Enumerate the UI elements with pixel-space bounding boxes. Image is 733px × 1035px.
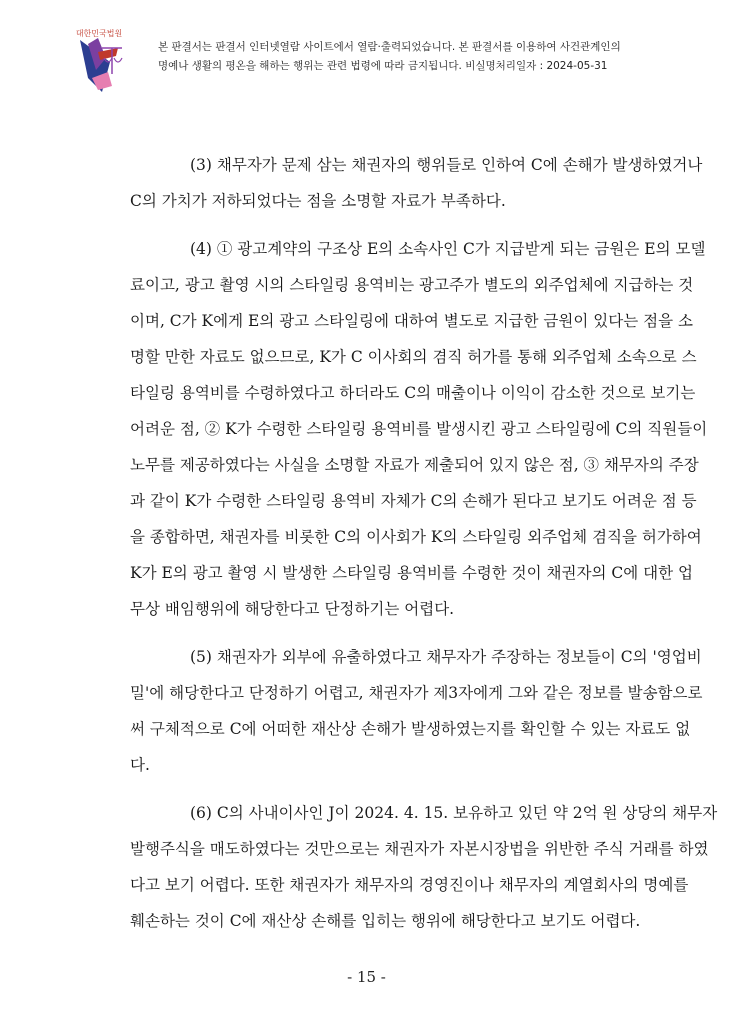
text-line: 이며, C가 K에게 E의 광고 스타일링에 대하여 별도로 지급한 금원이 있다는 점을 소: [130, 312, 693, 330]
paragraph-5: [70, 639, 703, 783]
paragraph-4: [70, 231, 708, 627]
text-line: 다.: [130, 756, 150, 774]
paragraph-6: [70, 795, 718, 939]
text-line: 밀'에 해당한다고 단정하기 어렵고, 채권자가 제3자에게 그와 같은 정보를 발송함으로: [130, 684, 703, 702]
text-line: 과 같이 K가 수령한 스타일링 용역비 자체가 C의 손해가 된다고 보기도 어려운 점 등: [130, 492, 697, 510]
text-line: 명할 만한 자료도 없으므로, K가 C 이사회의 겸직 허가를 통해 외주업체 소속으로 스: [130, 348, 697, 366]
document-body: [70, 147, 718, 939]
text-line: K가 E의 광고 촬영 시 발생한 스타일링 용역비를 수령한 것이 채권자의 C에 대한 업: [130, 564, 693, 582]
usage-notice: [158, 38, 718, 76]
text-line: (3) 채무자가 문제 삼는 채권자의 행위들로 인하여 C에 손해가 발생하였거나: [190, 156, 703, 174]
notice-line: 본 판결서는 판결서 인터넷열람 사이트에서 열람·출력되었습니다. 본 판결서를 이용하여 사건관계인의: [158, 41, 621, 53]
text-line: (4) ① 광고계약의 구조상 E의 소속사인 C가 지급받게 되는 금원은 E의 모델: [190, 240, 706, 258]
text-line: 써 구체적으로 C에 어떠한 재산상 손해가 발생하였는지를 확인할 수 있는 자료도 없: [130, 720, 691, 738]
text-line: 타일링 용역비를 수령하였다고 하더라도 C의 매출이나 이익이 감소한 것으로 보기는: [130, 384, 696, 402]
logo-text: 대한민국법원: [75, 29, 123, 38]
text-line: 훼손하는 것이 C에 재산상 손해를 입히는 행위에 해당한다고 보기도 어렵다.: [130, 912, 641, 930]
text-line: 무상 배임행위에 해당한다고 단정하기는 어렵다.: [130, 600, 455, 618]
text-line: 노무를 제공하였다는 사실을 소명할 자료가 제출되어 있지 않은 점, ③ 채무자의 주장: [130, 456, 699, 474]
text-line: 어려운 점, ② K가 수령한 스타일링 용역비를 발생시킨 광고 스타일링에 C의 직원들이: [130, 420, 708, 438]
text-line: 을 종합하면, 채권자를 비롯한 C의 이사회가 K의 스타일링 외주업체 겸직을 허가하여: [130, 528, 702, 546]
text-line: 발행주식을 매도하였다는 것만으로는 채권자가 자본시장법을 위반한 주식 거래를 하였: [130, 840, 709, 858]
paragraph-3: [70, 147, 703, 219]
text-line: (6) C의 사내이사인 J이 2024. 4. 15. 보유하고 있던 약 2억 원 상당의 채무자: [190, 804, 718, 822]
text-line: 료이고, 광고 촬영 시의 스타일링 용역비는 광고주가 별도의 외주업체에 지급하는 것: [130, 276, 694, 294]
text-line: (5) 채권자가 외부에 유출하였다고 채무자가 주장하는 정보들이 C의 '영업비: [190, 648, 702, 666]
court-logo: [58, 18, 140, 98]
notice-line: 명예나 생활의 평온을 해하는 행위는 관련 법령에 따라 금지됩니다. 비실명처리일자 : 2024-05-31: [158, 60, 608, 72]
text-line: C의 가치가 저하되었다는 점을 소명할 자료가 부족하다.: [130, 192, 506, 210]
text-line: 다고 보기 어렵다. 또한 채권자가 채무자의 경영진이나 채무자의 계열회사의 명예를: [130, 876, 689, 894]
court-seal-icon: [58, 18, 140, 98]
page-number: - 15 -: [347, 968, 386, 986]
page-header: [0, 0, 733, 110]
